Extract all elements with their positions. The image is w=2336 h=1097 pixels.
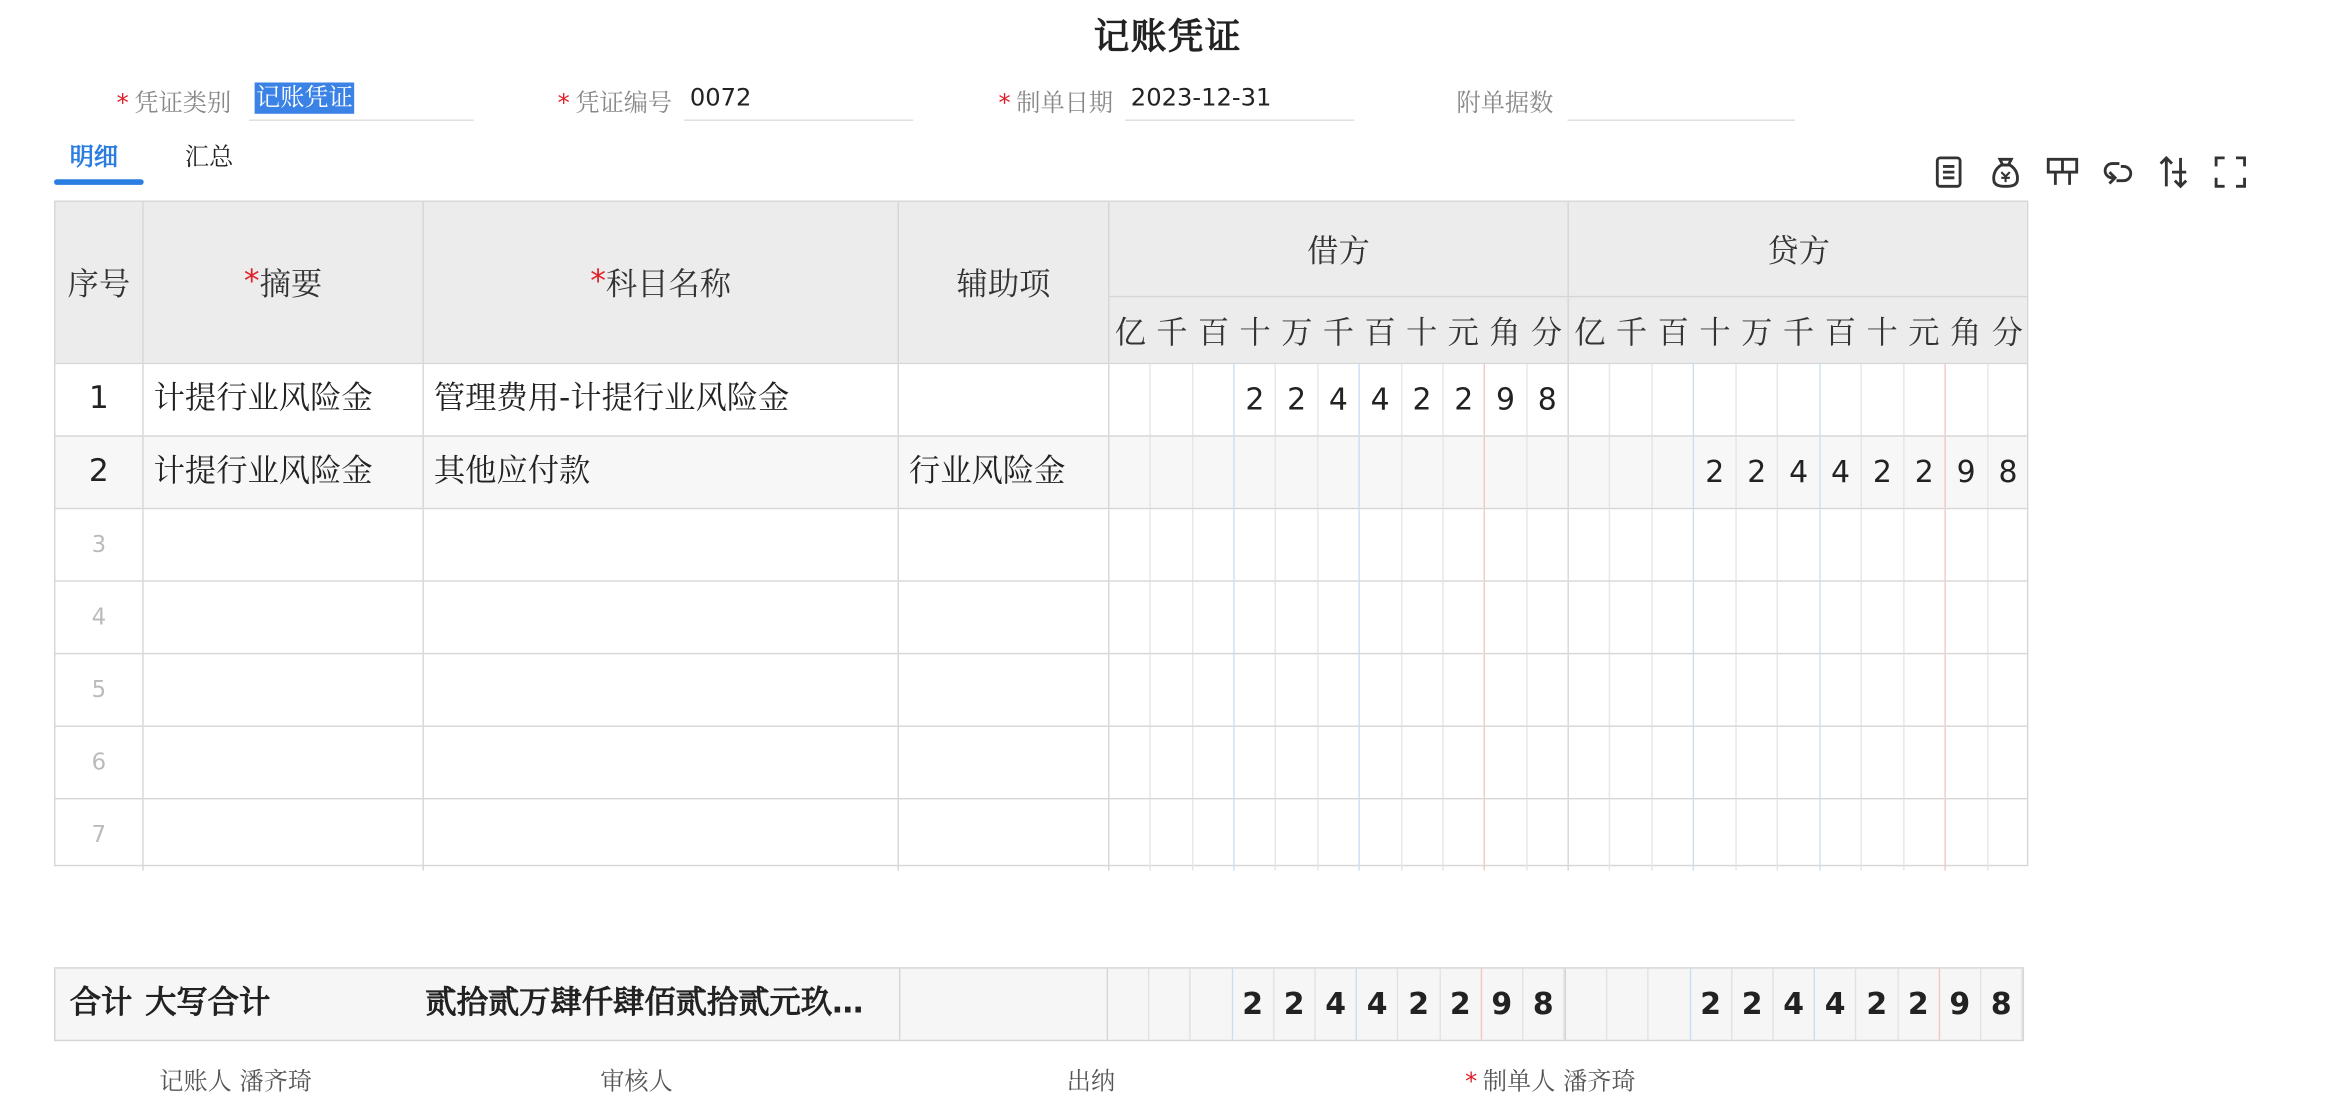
amount-digit <box>1277 509 1319 580</box>
amount-digit <box>1778 509 1820 580</box>
summary-cell[interactable] <box>144 582 424 653</box>
preparer-label: 制单人 潘齐琦 <box>1482 1068 1636 1097</box>
amount-digit <box>1988 654 2028 725</box>
amount-digit <box>1318 654 1360 725</box>
amount-digit <box>1653 509 1695 580</box>
amount-digit: 2 <box>1402 364 1444 435</box>
amount-digit <box>1653 727 1695 798</box>
voucher-type-label: 凭证类别 <box>134 89 232 119</box>
amount-digit <box>1193 509 1235 580</box>
required-mark: * <box>116 89 129 119</box>
amount-digit <box>1109 654 1151 725</box>
credit-digit-units <box>1569 296 2028 363</box>
amount-digit <box>1736 727 1778 798</box>
amount-digit: 8 <box>1998 455 2018 490</box>
split-icon[interactable] <box>2044 154 2081 191</box>
table-row <box>55 725 2026 798</box>
row-seq-cell: 6 <box>55 727 143 798</box>
amount-digit <box>1527 582 1567 653</box>
amount-digit: 9 <box>1946 437 1988 508</box>
tab-summary[interactable]: 汇总 <box>184 143 234 173</box>
total-digit: 9 <box>1940 969 1982 1040</box>
amount-digit <box>1736 364 1778 435</box>
date-field <box>999 80 1357 123</box>
amount-digit <box>1402 437 1444 508</box>
amount-digit <box>1151 437 1193 508</box>
amount-digit <box>1904 364 1946 435</box>
total-digit: 4 <box>1815 969 1857 1040</box>
amount-digit: 4 <box>1820 437 1862 508</box>
total-digit <box>1649 969 1691 1040</box>
amount-digit <box>1360 799 1402 870</box>
digit-unit-header: 十 <box>1239 315 1271 351</box>
digit-unit-header: 千 <box>1615 315 1648 351</box>
amount-digit <box>1820 582 1862 653</box>
amount-digit <box>1485 799 1527 870</box>
amount-digit <box>1235 799 1277 870</box>
amount-digit: 4 <box>1360 364 1402 435</box>
amount-digit <box>1988 799 2028 870</box>
digit-unit-header: 角 <box>1949 315 1982 351</box>
amount-digit <box>1904 509 1946 580</box>
digit-unit-header: 元 <box>1908 315 1940 351</box>
amount-digit <box>1653 654 1695 725</box>
credit-amount-cell[interactable] <box>1569 654 2028 725</box>
amount-digit <box>1151 799 1193 870</box>
amount-digit <box>1527 799 1567 870</box>
amount-digit <box>1109 364 1151 435</box>
date-input[interactable]: 2023-12-31 <box>1125 80 1354 121</box>
amount-digit <box>1109 582 1151 653</box>
digit-unit-header: 十 <box>1866 315 1898 351</box>
amount-digit <box>1946 582 1988 653</box>
insert-row-icon[interactable] <box>1930 154 1967 191</box>
debit-amount-cell[interactable] <box>1109 654 1568 725</box>
account-cell[interactable] <box>424 727 899 798</box>
auxiliary-cell[interactable] <box>899 799 1110 870</box>
total-digit: 2 <box>1857 969 1899 1040</box>
required-mark: * <box>590 264 606 301</box>
amount-digit <box>1277 799 1319 870</box>
amount-digit <box>1485 582 1527 653</box>
voucher-no-field <box>558 80 916 123</box>
digit-unit-header: 角 <box>1489 315 1521 351</box>
amount-digit <box>1611 364 1653 435</box>
amount-digit <box>1653 799 1695 870</box>
attachments-input[interactable] <box>1567 80 1795 121</box>
expand-icon[interactable] <box>2212 154 2229 191</box>
amount-digit <box>1193 582 1235 653</box>
amount-digit <box>1193 437 1235 508</box>
amount-digit <box>1109 437 1151 508</box>
summary-cell[interactable]: 计提行业风险金 <box>144 437 424 508</box>
header-summary: * 摘要 <box>144 202 424 363</box>
link-icon[interactable] <box>2099 154 2136 191</box>
account-cell[interactable] <box>424 509 899 580</box>
digit-unit-header: 千 <box>1322 315 1355 351</box>
amount-digit <box>1109 727 1151 798</box>
amount-digit <box>1988 582 2028 653</box>
header-account: * 科目名称 <box>424 202 899 363</box>
amount-digit <box>1109 509 1151 580</box>
row-seq-cell: 3 <box>55 509 143 580</box>
amount-digit: 4 <box>1318 364 1360 435</box>
amount-digit <box>1820 364 1862 435</box>
date-label: 制单日期 <box>1016 89 1114 119</box>
summary-cell[interactable] <box>144 509 424 580</box>
credit-amount-cell[interactable] <box>1569 727 2028 798</box>
debit-amount-cell[interactable] <box>1109 799 1568 870</box>
amount-digit <box>1360 654 1402 725</box>
amount-digit <box>1527 437 1567 508</box>
total-digit: 2 <box>1233 969 1275 1040</box>
amount-digit <box>1611 437 1653 508</box>
required-mark: * <box>243 264 260 301</box>
debit-digit-units <box>1109 296 1568 363</box>
attachments-label: 附单据数 <box>1456 89 1554 119</box>
amount-digit <box>1277 582 1319 653</box>
amount-digit <box>1193 799 1235 870</box>
amount-digit <box>1444 437 1486 508</box>
amount-digit <box>1695 364 1737 435</box>
amount-digit <box>1193 364 1235 435</box>
row-seq-cell: 7 <box>55 799 143 870</box>
amount-digit: 2 <box>1277 364 1319 435</box>
amount-digit <box>1444 799 1486 870</box>
amount-digit <box>1611 799 1653 870</box>
amount-digit <box>1653 582 1695 653</box>
table-row <box>55 508 2026 581</box>
total-digit: 2 <box>1440 969 1482 1040</box>
summary-cell[interactable] <box>144 654 424 725</box>
totals-auxiliary-blank <box>899 969 1107 1040</box>
amount-digit <box>1318 727 1360 798</box>
amount-digit <box>1946 364 1988 435</box>
voucher-table <box>54 201 2028 867</box>
total-digit: 4 <box>1774 969 1816 1040</box>
credit-amount-cell[interactable] <box>1569 509 2028 580</box>
amount-digit <box>1988 727 2028 798</box>
amount-digit: 2 <box>1862 437 1904 508</box>
table-row <box>55 798 2026 871</box>
total-digit: 8 <box>1981 969 2023 1040</box>
amount-digit <box>1862 509 1904 580</box>
amount-digit <box>1862 582 1904 653</box>
total-digit: 2 <box>1691 969 1733 1040</box>
amount-digit <box>1569 727 1611 798</box>
capital-total-amount: 贰拾贰万肆仟肆佰贰拾贰元玖… <box>425 985 864 1022</box>
amount-digit <box>1151 582 1193 653</box>
amount-digit <box>1318 437 1360 508</box>
amount-digit <box>1402 654 1444 725</box>
digit-unit-header: 万 <box>1741 315 1773 351</box>
amount-digit <box>1988 364 2028 435</box>
summary-cell[interactable]: 计提行业风险金 <box>144 364 424 435</box>
amount-digit <box>1151 727 1193 798</box>
amount-digit <box>1862 654 1904 725</box>
digit-unit-header: 百 <box>1364 315 1396 351</box>
amount-digit <box>1778 364 1820 435</box>
preparer-field <box>1465 1061 1636 1097</box>
amount-digit <box>1778 727 1820 798</box>
voucher-no-input[interactable]: 0072 <box>684 80 913 121</box>
adjust-icon[interactable] <box>2155 154 2192 191</box>
amount-digit <box>1695 799 1737 870</box>
auxiliary-cell[interactable] <box>899 654 1110 725</box>
row-seq-cell: 1 <box>55 364 143 435</box>
amount-digit <box>1402 582 1444 653</box>
amount-digit: 8 <box>1537 382 1557 417</box>
total-digit: 2 <box>1399 969 1441 1040</box>
amount-digit <box>1862 799 1904 870</box>
amount-digit <box>1318 799 1360 870</box>
amount-digit <box>1569 509 1611 580</box>
amount-digit <box>1151 654 1193 725</box>
total-digit: 4 <box>1357 969 1399 1040</box>
total-digit <box>1608 969 1650 1040</box>
amount-digit: 2 <box>1695 437 1737 508</box>
account-cell[interactable] <box>424 654 899 725</box>
summary-cell[interactable] <box>144 727 424 798</box>
amount-digit <box>1611 582 1653 653</box>
amount-digit <box>1402 799 1444 870</box>
amount-digit <box>1444 582 1486 653</box>
row-seq-cell: 4 <box>55 582 143 653</box>
total-digit: 2 <box>1274 969 1316 1040</box>
amount-digit <box>1695 654 1737 725</box>
voucher-type-field <box>117 80 475 123</box>
amount-digit: 9 <box>1485 364 1527 435</box>
amount-digit: 4 <box>1778 437 1820 508</box>
debit-amount-cell[interactable] <box>1109 582 1568 653</box>
amount-digit <box>1402 727 1444 798</box>
amount-digit <box>1695 509 1737 580</box>
digit-unit-header: 十 <box>1699 315 1731 351</box>
amount-digit: 2 <box>1444 364 1486 435</box>
amount-digit <box>1820 509 1862 580</box>
digit-unit-header: 千 <box>1156 315 1188 351</box>
amount-digit <box>1569 654 1611 725</box>
auxiliary-cell[interactable] <box>899 727 1110 798</box>
required-mark: * <box>1465 1068 1478 1097</box>
required-mark: * <box>557 89 570 119</box>
amount-digit <box>1485 437 1527 508</box>
amount-digit <box>1235 437 1277 508</box>
amount-digit <box>1736 509 1778 580</box>
voucher-type-value: 记账凭证 <box>256 83 353 113</box>
amount-digit <box>1527 509 1567 580</box>
amount-digit <box>1988 509 2028 580</box>
amount-digit <box>1820 727 1862 798</box>
total-digit <box>1191 969 1233 1040</box>
amount-digit <box>1569 799 1611 870</box>
amount-digit <box>1277 727 1319 798</box>
auxiliary-cell[interactable] <box>899 364 1110 435</box>
amount-digit <box>1695 727 1737 798</box>
amount-digit <box>1193 727 1235 798</box>
table-row <box>55 653 2026 726</box>
voucher-no-label: 凭证编号 <box>575 89 673 119</box>
amount-digit <box>1485 509 1527 580</box>
tab-detail[interactable]: 明细 <box>69 143 119 173</box>
digit-unit-header: 百 <box>1824 315 1857 351</box>
header-seq: 序号 <box>55 202 143 363</box>
amount-digit <box>1360 509 1402 580</box>
amount-digit <box>1109 799 1151 870</box>
amount-digit <box>1235 509 1277 580</box>
amount-digit <box>1611 654 1653 725</box>
amount-digit <box>1318 582 1360 653</box>
amount-digit <box>1151 364 1193 435</box>
attachments-field <box>1457 80 1798 123</box>
amount-digit <box>1695 582 1737 653</box>
digit-unit-header: 百 <box>1197 315 1230 351</box>
debit-amount-cell[interactable] <box>1109 509 1568 580</box>
total-digit <box>1108 969 1150 1040</box>
digit-unit-header: 亿 <box>1574 315 1606 351</box>
amount-digit <box>1820 654 1862 725</box>
amount-digit <box>1151 509 1193 580</box>
amount-digit <box>1277 437 1319 508</box>
header-debit: 借方 <box>1109 202 1568 296</box>
amount-digit <box>1235 654 1277 725</box>
amount-digit <box>1277 654 1319 725</box>
amount-digit <box>1904 799 1946 870</box>
debit-amount-cell[interactable] <box>1109 727 1568 798</box>
amount-digit <box>1904 582 1946 653</box>
amount-digit <box>1778 799 1820 870</box>
auxiliary-cell[interactable] <box>899 582 1110 653</box>
active-tab-indicator <box>54 179 144 185</box>
amount-digit <box>1653 437 1695 508</box>
debit-amount-cell[interactable] <box>1109 364 1568 435</box>
money-bag-icon[interactable] <box>1987 154 2024 191</box>
account-cell[interactable] <box>424 582 899 653</box>
amount-digit <box>1444 727 1486 798</box>
totals-debit-amount <box>1107 969 1565 1040</box>
amount-digit <box>1360 582 1402 653</box>
table-row <box>55 363 2026 436</box>
total-digit: 2 <box>1732 969 1774 1040</box>
header-auxiliary: 辅助项 <box>899 202 1110 363</box>
amount-digit <box>1569 364 1611 435</box>
amount-digit: 2 <box>1736 437 1778 508</box>
digit-unit-header: 百 <box>1657 315 1689 351</box>
credit-amount-cell[interactable] <box>1569 582 2028 653</box>
page-title: 记账凭证 <box>1093 15 1242 57</box>
account-cell[interactable]: 管理费用-计提行业风险金 <box>424 364 899 435</box>
amount-digit <box>1193 654 1235 725</box>
debit-amount-cell[interactable] <box>1109 437 1568 508</box>
amount-digit <box>1569 582 1611 653</box>
amount-digit <box>1862 364 1904 435</box>
amount-digit <box>1736 582 1778 653</box>
bookkeeper-label: 记账人 潘齐琦 <box>159 1068 313 1097</box>
amount-digit <box>1235 727 1277 798</box>
amount-digit <box>1402 509 1444 580</box>
amount-digit <box>1862 727 1904 798</box>
digit-unit-header: 分 <box>1991 315 2024 351</box>
amount-digit <box>1527 654 1567 725</box>
reviewer-label: 审核人 <box>600 1068 673 1097</box>
amount-digit <box>1778 654 1820 725</box>
digit-unit-header: 千 <box>1782 315 1815 351</box>
row-seq-cell: 2 <box>55 437 143 508</box>
amount-digit <box>1569 437 1611 508</box>
amount-digit: 2 <box>1904 437 1946 508</box>
amount-digit <box>1485 727 1527 798</box>
table-row <box>55 580 2026 653</box>
amount-digit <box>1736 799 1778 870</box>
total-digit <box>1150 969 1192 1040</box>
amount-digit <box>1904 654 1946 725</box>
amount-digit <box>1946 654 1988 725</box>
digit-unit-header: 十 <box>1406 315 1438 351</box>
total-digit: 4 <box>1316 969 1358 1040</box>
voucher-type-select[interactable] <box>249 80 474 121</box>
amount-digit <box>1444 654 1486 725</box>
digit-unit-header: 亿 <box>1114 315 1146 351</box>
cashier-label: 出纳 <box>1066 1068 1116 1097</box>
credit-amount-cell[interactable] <box>1569 799 2028 870</box>
totals-credit-amount <box>1565 969 2023 1040</box>
auxiliary-cell[interactable] <box>899 509 1110 580</box>
totals-row <box>54 967 2024 1041</box>
capital-total-label: 大写合计 <box>145 985 271 1022</box>
totals-label: 合计 <box>69 985 133 1022</box>
credit-amount-cell[interactable] <box>1569 437 2028 508</box>
amount-digit <box>1527 727 1567 798</box>
amount-digit <box>1904 727 1946 798</box>
amount-digit <box>1946 799 1988 870</box>
amount-digit <box>1778 582 1820 653</box>
amount-digit <box>1318 509 1360 580</box>
amount-digit: 2 <box>1235 364 1277 435</box>
amount-digit <box>1444 509 1486 580</box>
header-credit: 贷方 <box>1767 233 1830 270</box>
amount-digit <box>1653 364 1695 435</box>
amount-digit <box>1235 582 1277 653</box>
amount-digit <box>1820 799 1862 870</box>
digit-unit-header: 分 <box>1530 315 1563 351</box>
row-seq-cell: 5 <box>55 654 143 725</box>
auxiliary-cell[interactable]: 行业风险金 <box>899 437 1110 508</box>
account-cell[interactable]: 其他应付款 <box>424 437 899 508</box>
required-mark: * <box>998 89 1011 119</box>
amount-digit <box>1946 727 1988 798</box>
amount-digit <box>1611 727 1653 798</box>
amount-digit <box>1485 654 1527 725</box>
amount-digit <box>1611 509 1653 580</box>
credit-amount-cell[interactable] <box>1569 364 2028 435</box>
total-digit: 9 <box>1482 969 1524 1040</box>
summary-cell[interactable] <box>144 799 424 870</box>
total-digit <box>1566 969 1608 1040</box>
amount-digit <box>1360 727 1402 798</box>
amount-digit <box>1360 437 1402 508</box>
table-header <box>55 202 2026 363</box>
amount-digit <box>1946 509 1988 580</box>
amount-digit <box>1736 654 1778 725</box>
digit-unit-header: 万 <box>1281 315 1313 351</box>
total-digit: 8 <box>1523 969 1565 1040</box>
account-cell[interactable] <box>424 799 899 870</box>
digit-unit-header: 元 <box>1447 315 1479 351</box>
total-digit: 2 <box>1898 969 1940 1040</box>
table-row <box>55 435 2026 508</box>
